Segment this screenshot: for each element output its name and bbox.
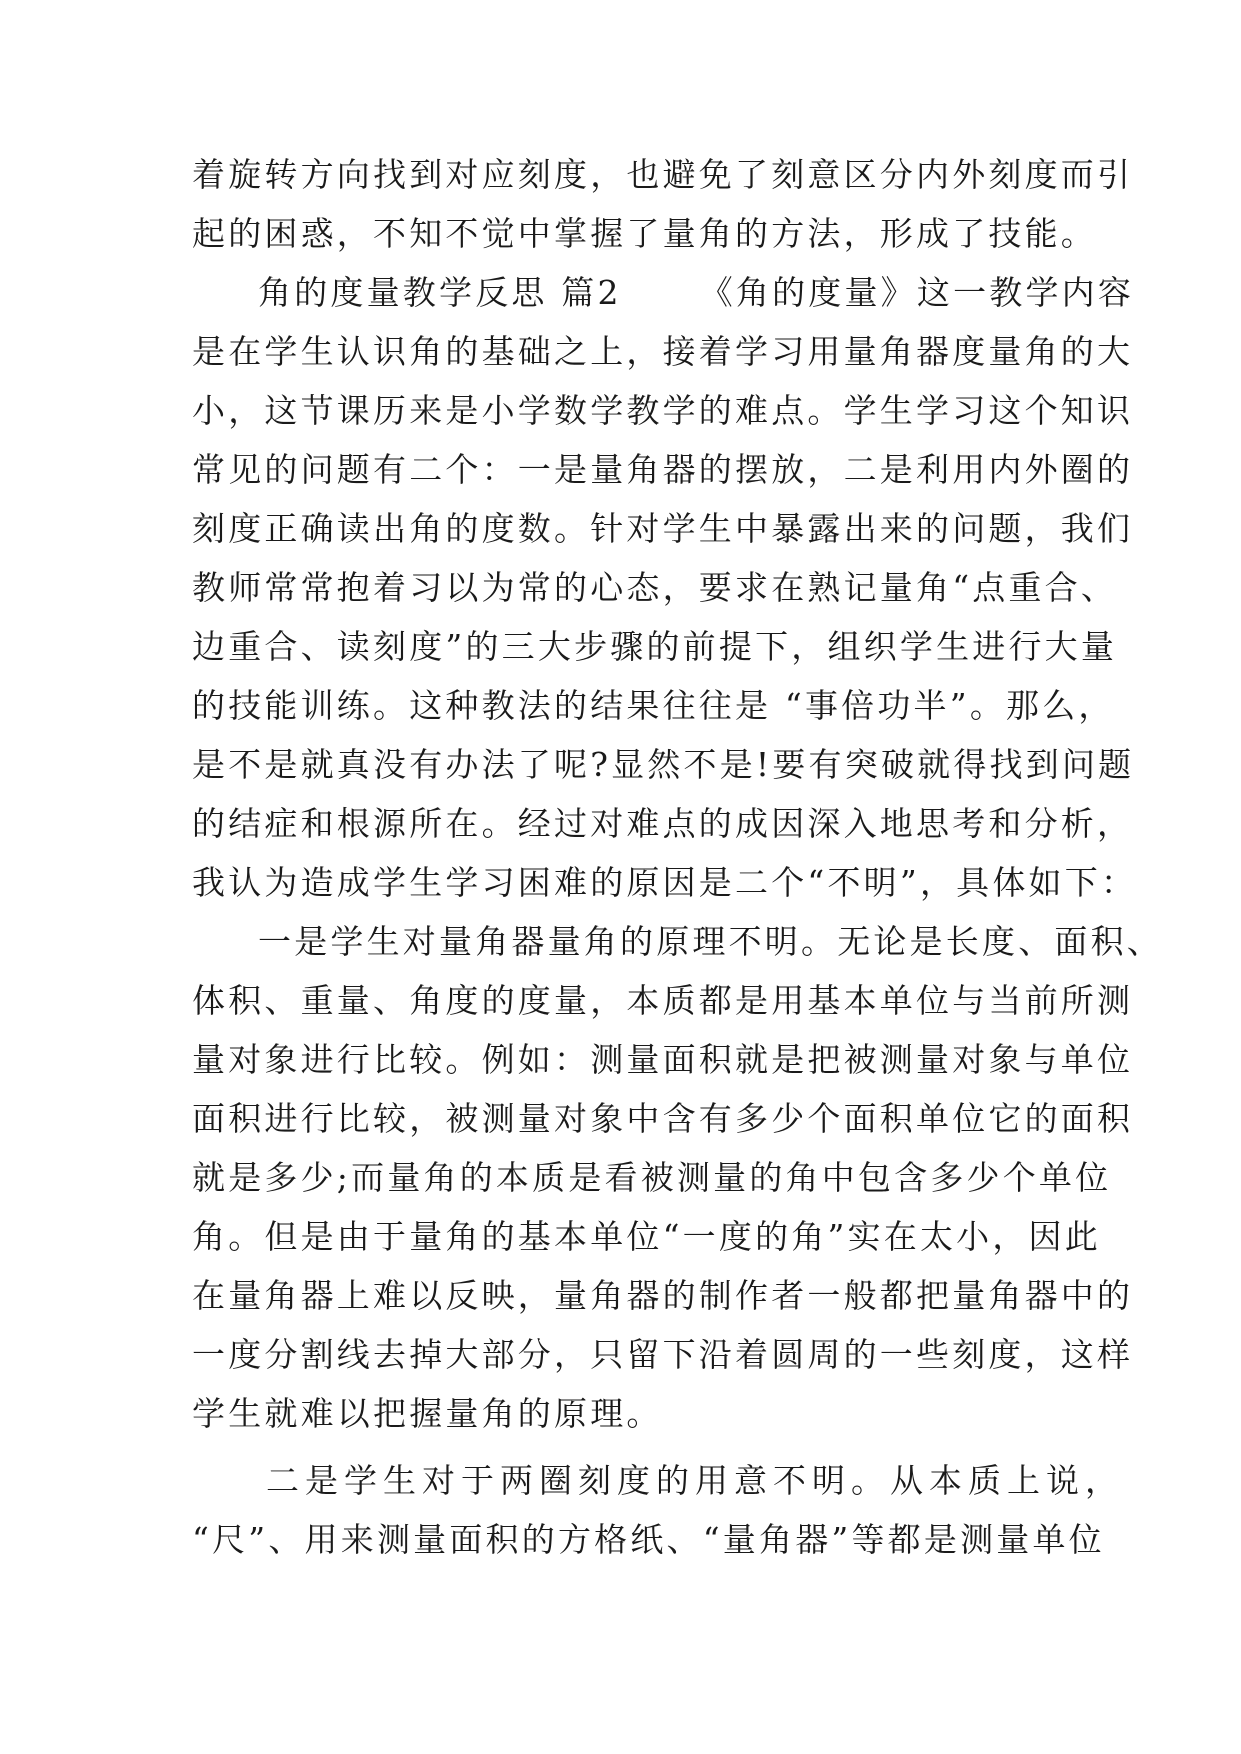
paragraph-line: 边重合、读刻度”的三大步骤的前提下，组织学生进行大量: [192, 627, 1118, 666]
section-heading: 角的度量教学反思 篇2: [258, 273, 622, 312]
paragraph-line: 刻度正确读出角的度数。针对学生中暴露出来的问题，我们: [192, 509, 1134, 548]
paragraph-line: 体积、重量、角度的度量，本质都是用基本单位与当前所测: [192, 981, 1134, 1020]
paragraph-line: 《角的度量》这一教学内容: [699, 273, 1135, 312]
paragraph-line: 常见的问题有二个：一是量角器的摆放，二是利用内外圈的: [192, 450, 1134, 489]
paragraph-line: 是不是就真没有办法了呢?显然不是!要有突破就得找到问题: [192, 745, 1135, 784]
paragraph-line: 是在学生认识角的基础之上，接着学习用量角器度量角的大: [192, 332, 1134, 371]
paragraph-line: 在量角器上难以反映，量角器的制作者一般都把量角器中的: [192, 1276, 1134, 1315]
section-heading-line: [258, 273, 1135, 313]
paragraph-line: 的技能训练。这种教法的结果往往是 “事倍功半”。那么，: [192, 686, 1115, 725]
paragraph-line: 小，这节课历来是小学数学教学的难点。学生学习这个知识: [192, 391, 1134, 430]
paragraph-line: 教师常常抱着习以为常的心态，要求在熟记量角“点重合、: [192, 568, 1118, 607]
paragraph-line: 起的困惑，不知不觉中掌握了量角的方法，形成了技能。: [192, 214, 1097, 253]
paragraph-line: 着旋转方向找到对应刻度，也避免了刻意区分内外刻度而引: [192, 155, 1134, 194]
paragraph-line: “尺”、用来测量面积的方格纸、“量角器”等都是测量单位: [192, 1520, 1105, 1559]
paragraph-line: 我认为造成学生学习困难的原因是二个“不明”，具体如下：: [192, 863, 1138, 902]
paragraph-line: 就是多少;而量角的本质是看被测量的角中包含多少个单位: [192, 1158, 1112, 1197]
paragraph-line: 一是学生对量角器量角的原理不明。无论是长度、面积、: [258, 922, 1163, 961]
paragraph-line: 角。但是由于量角的基本单位“一度的角”实在太小，因此: [192, 1217, 1101, 1256]
paragraph-line: 的结症和根源所在。经过对难点的成因深入地思考和分析，: [192, 804, 1134, 843]
paragraph-line: 二是学生对于两圈刻度的用意不明。从本质上说，: [266, 1461, 1124, 1500]
paragraph-line: 面积进行比较，被测量对象中含有多少个面积单位它的面积: [192, 1099, 1134, 1138]
paragraph-line: 量对象进行比较。例如：测量面积就是把被测量对象与单位: [192, 1040, 1134, 1079]
paragraph-line: 学生就难以把握量角的原理。: [192, 1394, 663, 1433]
paragraph-line: 一度分割线去掉大部分，只留下沿着圆周的一些刻度，这样: [192, 1335, 1134, 1374]
